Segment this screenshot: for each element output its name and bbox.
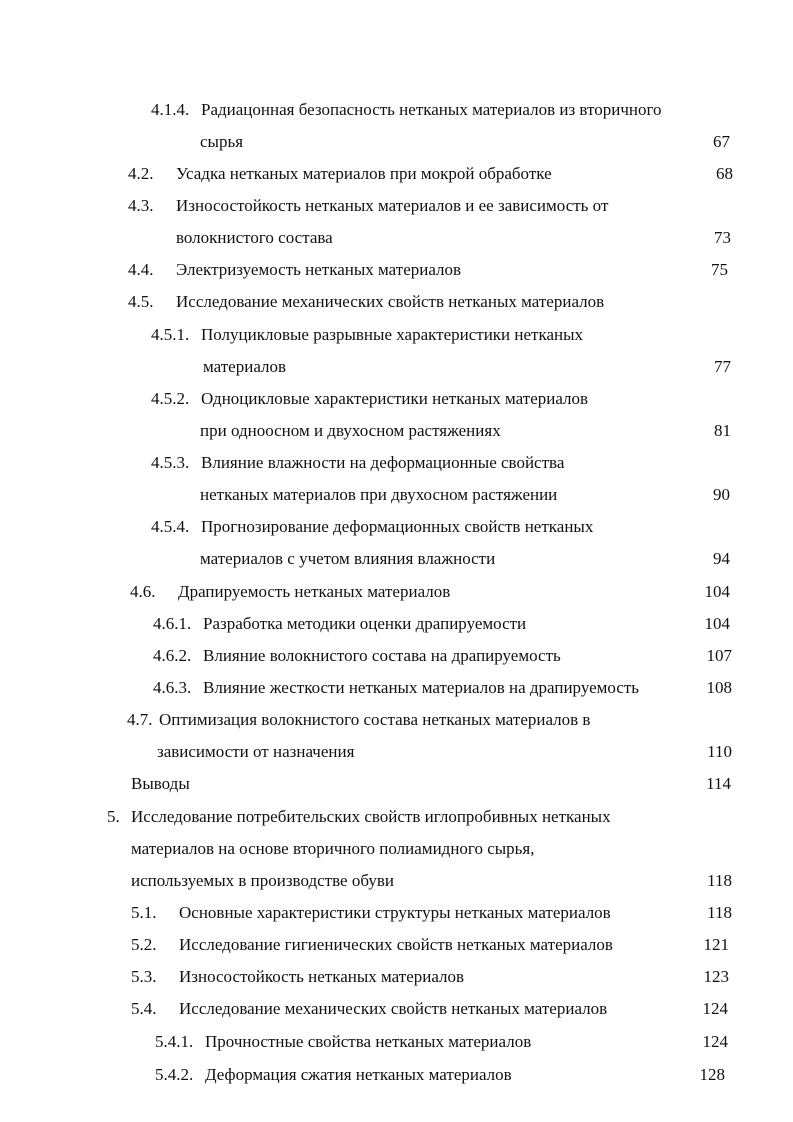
toc-entry-title: Исследование механических свойств нетканых материалов [176,292,605,311]
toc-page-number: 94 [713,549,730,568]
toc-entry-number: 4.2. [128,164,154,183]
toc-entry-number: 4.6.2. [153,646,192,665]
toc-entry-number: 5.4. [131,999,157,1018]
toc-page-number: 128 [699,1065,725,1084]
toc-entry-title: Прочностные свойства нетканых материалов [205,1032,532,1051]
toc-entry-number: 5.2. [131,935,157,954]
toc-entry-number: 4.5.2. [151,389,190,408]
toc-entry-title: Разработка методики оценки драпируемости [203,614,527,633]
toc-entry-title: Исследование гигиенических свойств нетканых материалов [179,935,613,954]
toc-entry-title: Влияние влажности на деформационные свойства [201,453,565,472]
toc-entry-number: 5.4.2. [155,1065,194,1084]
toc-entry-number: 4.6.3. [153,678,192,697]
toc-entry-title-cont: используемых в производстве обуви [131,871,394,890]
toc-page-number: 104 [704,614,730,633]
toc-entry-title: Деформация сжатия нетканых материалов [205,1065,512,1084]
toc-entry-number: 5.1. [131,903,157,922]
toc-page-number: 68 [716,164,733,183]
toc-entry-number: 4.6.1. [153,614,192,633]
toc-entry-number: 4.3. [128,196,154,215]
toc-page-number: 81 [714,421,731,440]
toc-page-number: 118 [707,871,732,890]
toc-page-number: 118 [707,903,732,922]
toc-entry-title: Исследование механических свойств нетканых материалов [179,999,608,1018]
toc-entry-title: Влияние волокнистого состава на драпируемость [203,646,561,665]
toc-entry-title: Влияние жесткости нетканых материалов на драпируемость [203,678,640,697]
toc-page-number: 77 [714,357,731,376]
toc-entry-title-cont: волокнистого состава [176,228,333,247]
toc-entry-title-cont: зависимости от назначения [157,742,355,761]
toc-entry-title-cont: материалов на основе вторичного полиамидного сырья, [131,839,535,858]
toc-page-number: 104 [704,582,730,601]
toc-entry-title-cont: материалов [203,357,287,376]
toc-entry-title: Полуцикловые разрывные характеристики нетканых [201,325,584,344]
toc-entry-title-cont: сырья [200,132,244,151]
toc-entry-title-cont: нетканых материалов при двухосном растяжении [200,485,558,504]
toc-entry-title: Оптимизация волокнистого состава нетканых материалов в [159,710,591,729]
toc-entry-number: 4.7. [127,710,153,729]
toc-entry-title-cont: при одноосном и двухосном растяжениях [200,421,501,440]
toc-entry-number: 4.4. [128,260,154,279]
toc-entry-title: Одноцикловые характеристики нетканых материалов [201,389,589,408]
toc-entry-title-cont: материалов с учетом влияния влажности [200,549,496,568]
toc-entry-number: 4.5. [128,292,154,311]
toc-page-number: 123 [703,967,729,986]
toc-entry-number: 4.6. [130,582,156,601]
toc-page-number: 90 [713,485,730,504]
toc-page-number: 110 [707,742,732,761]
toc-entry-number: 4.1.4. [151,100,190,119]
toc-page-number: 114 [706,774,731,793]
toc-page-number: 108 [706,678,732,697]
toc-page-number: 124 [702,999,728,1018]
toc-entry-number: 5. [107,807,120,826]
toc-entry-number: 4.5.3. [151,453,190,472]
toc-entry-title: Износостойкость нетканых материалов [179,967,465,986]
toc-page-number: 107 [706,646,732,665]
toc-entry-title: Электризуемость нетканых материалов [176,260,462,279]
toc-entry-number: 4.5.1. [151,325,190,344]
toc-page-number: 121 [703,935,729,954]
toc-page-number: 75 [711,260,728,279]
toc-entry-title: Выводы [131,774,190,793]
toc-entry-number: 4.5.4. [151,517,190,536]
toc-page-number: 73 [714,228,731,247]
toc-entry-number: 5.4.1. [155,1032,194,1051]
toc-entry-title: Износостойкость нетканых материалов и ее зависимость от [176,196,609,215]
toc-page-number: 124 [702,1032,728,1051]
toc-page-number: 67 [713,132,730,151]
toc-entry-title: Прогнозирование деформационных свойств нетканых [201,517,594,536]
toc-entry-number: 5.3. [131,967,157,986]
toc-entry-title: Основные характеристики структуры нетканых материалов [179,903,611,922]
toc-entry-title: Драпируемость нетканых материалов [178,582,451,601]
toc-entry-title: Исследование потребительских свойств иглопробивных нетканых [131,807,611,826]
toc-entry-title: Усадка нетканых материалов при мокрой обработке [176,164,552,183]
toc-entry-title: Радиацонная безопасность нетканых материалов из вторичного [201,100,662,119]
